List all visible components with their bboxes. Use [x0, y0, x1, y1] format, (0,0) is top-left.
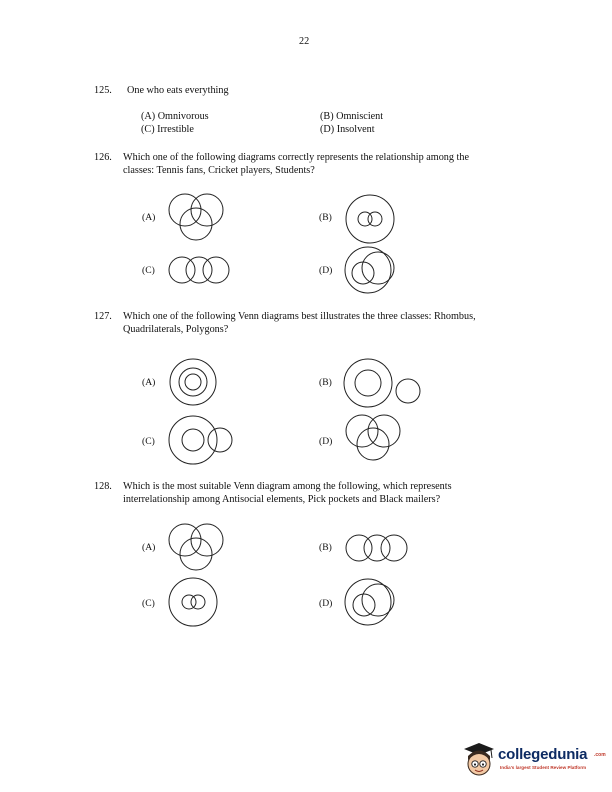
- brand-name: collegedunia: [498, 746, 588, 763]
- question-text-line-2: classes: Tennis fans, Cricket players, Students?: [123, 165, 315, 176]
- diagram-label-a: (A): [142, 377, 156, 388]
- diagram-label-b: (B): [319, 377, 332, 388]
- diagram-label-b: (B): [319, 212, 332, 223]
- question-text-line-1: Which one of the following Venn diagrams best illustrates the three classes: Rhombus,: [123, 311, 476, 322]
- option-d: (D) Insolvent: [320, 124, 375, 135]
- diagram-label-b: (B): [319, 542, 332, 553]
- question-number: 127.: [94, 311, 112, 322]
- question-text-line-2: interrelationship among Antisocial elements, Pick pockets and Black mailers?: [123, 494, 441, 505]
- question-text-line-2: Quadrilaterals, Polygons?: [123, 324, 229, 335]
- option-c: (C) Irrestible: [141, 124, 194, 135]
- venn-circle: [362, 584, 394, 616]
- question-number: 128.: [94, 481, 112, 492]
- question-number: 126.: [94, 152, 112, 163]
- question-number: 125.: [94, 85, 112, 96]
- page-number: 22: [299, 36, 310, 47]
- diagram-label-d: (D): [319, 265, 333, 276]
- diagram-label-d: (D): [319, 436, 333, 447]
- question-text: One who eats everything: [127, 85, 229, 96]
- diagram-label-d: (D): [319, 598, 333, 609]
- diagram-label-c: (C): [142, 265, 155, 276]
- diagram-label-a: (A): [142, 542, 156, 553]
- brand-suffix: .com: [594, 752, 606, 758]
- diagram-label-a: (A): [142, 212, 156, 223]
- question-text-line-1: Which is the most suitable Venn diagram among the following, which represents: [123, 481, 452, 492]
- option-a: (A) Omnivorous: [141, 111, 209, 122]
- question-text-line-1: Which one of the following diagrams correctly represents the relationship among the: [123, 152, 469, 163]
- mascot-graduate-icon: [460, 740, 498, 780]
- option-b: (B) Omniscient: [320, 111, 384, 122]
- venn-circle: [345, 579, 391, 625]
- diagram-label-c: (C): [142, 598, 155, 609]
- diagram-label-c: (C): [142, 436, 155, 447]
- brand-tagline: India's largest Student Review Platform: [500, 765, 587, 770]
- venn-circle: [353, 594, 375, 616]
